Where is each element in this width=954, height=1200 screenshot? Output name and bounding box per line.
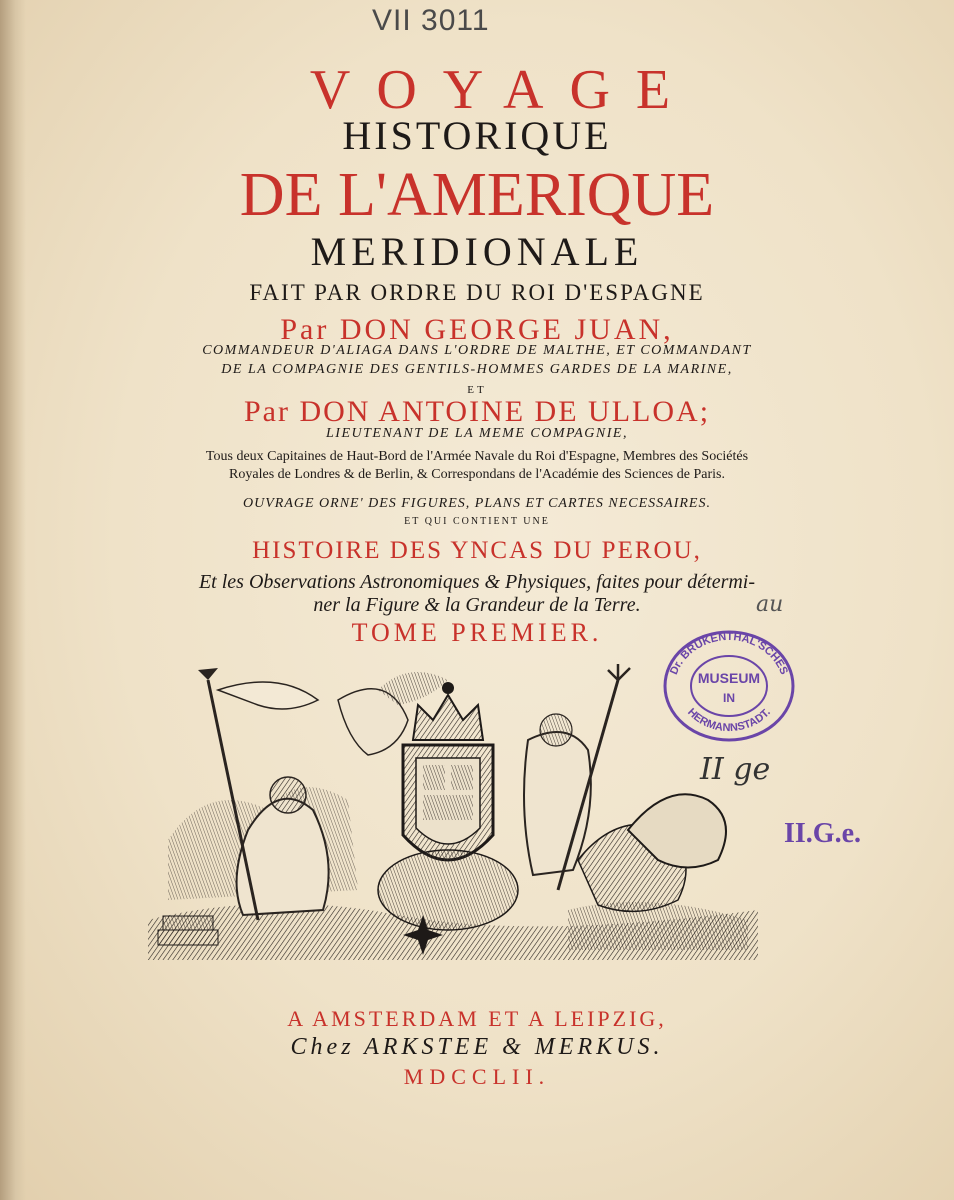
museum-stamp: [660, 628, 798, 744]
author-juan-name: DON GEORGE JUAN,: [339, 313, 674, 346]
imprint-publisher: [0, 1034, 954, 1061]
imprint-publisher-prefix: Chez: [290, 1034, 355, 1060]
authors-credentials-2: Royales de Londres & de Berlin, & Correspondans de l'Académie des Sciences de Paris.: [229, 467, 725, 482]
author-ulloa-desc: LIEUTENANT DE LA MEME COMPAGNIE,: [326, 426, 628, 441]
imprint-year: MDCCLII.: [403, 1064, 551, 1089]
author-ulloa-name: DON ANTOINE DE ULLOA;: [299, 395, 711, 428]
imprint-place: A AMSTERDAM ET A LEIPZIG,: [287, 1006, 667, 1031]
title-line-voyage: VOYAGE: [309, 59, 697, 121]
title-line-amerique: DE L'AMERIQUE: [239, 161, 715, 229]
author-juan-desc-1: COMMANDEUR D'ALIAGA DANS L'ORDRE DE MALTHE, ET COMMANDANT: [202, 343, 752, 358]
margin-note: au: [756, 592, 784, 617]
title-line-historique: HISTORIQUE: [342, 113, 612, 158]
stamp-center-2: IN: [723, 691, 735, 705]
histoire-line: HISTOIRE DES YNCAS DU PEROU,: [252, 537, 702, 564]
shelf-stamp: II.G.e.: [784, 818, 861, 849]
stamp-center-1: MUSEUM: [697, 670, 761, 686]
author-juan-par: Par: [280, 313, 330, 346]
author-juan: [0, 313, 954, 347]
authors-credentials-1: Tous deux Capitaines de Haut-Bord de l'Armée Navale du Roi d'Espagne, Membres des Sociétés: [205, 449, 749, 464]
author-ulloa: [0, 395, 954, 429]
ouvrage-line: OUVRAGE ORNE' DES FIGURES, PLANS ET CARTES NECESSAIRES.: [243, 496, 711, 511]
observations-line-1: Et les Observations Astronomiques & Physiques, faites pour détermi-: [198, 571, 756, 593]
imprint-publisher-name: ARKSTEE & MERKUS.: [364, 1034, 664, 1060]
observations-line-2: ner la Figure & la Grandeur de la Terre.: [313, 594, 641, 616]
tome-line: TOME PREMIER.: [351, 618, 603, 647]
author-juan-desc-2: DE LA COMPAGNIE DES GENTILS-HOMMES GARDES DE LA MARINE,: [221, 362, 733, 377]
title-line-meridionale: MERIDIONALE: [310, 229, 644, 274]
author-ulloa-par: Par: [243, 395, 290, 428]
handwritten-mark: II ge: [700, 752, 771, 787]
stamp-bottom-text: HERMANNSTADT.: [685, 706, 773, 735]
contient-line: ET QUI CONTIENT UNE: [404, 516, 550, 527]
stamp-top-text: Dr. BRUKENTHAL'SCHES: [668, 630, 790, 677]
shelfmark: VII 3011: [372, 4, 490, 37]
title-line-ordre: FAIT PAR ORDRE DU ROI D'ESPAGNE: [249, 280, 705, 305]
conjunction-et: ET: [467, 384, 487, 396]
